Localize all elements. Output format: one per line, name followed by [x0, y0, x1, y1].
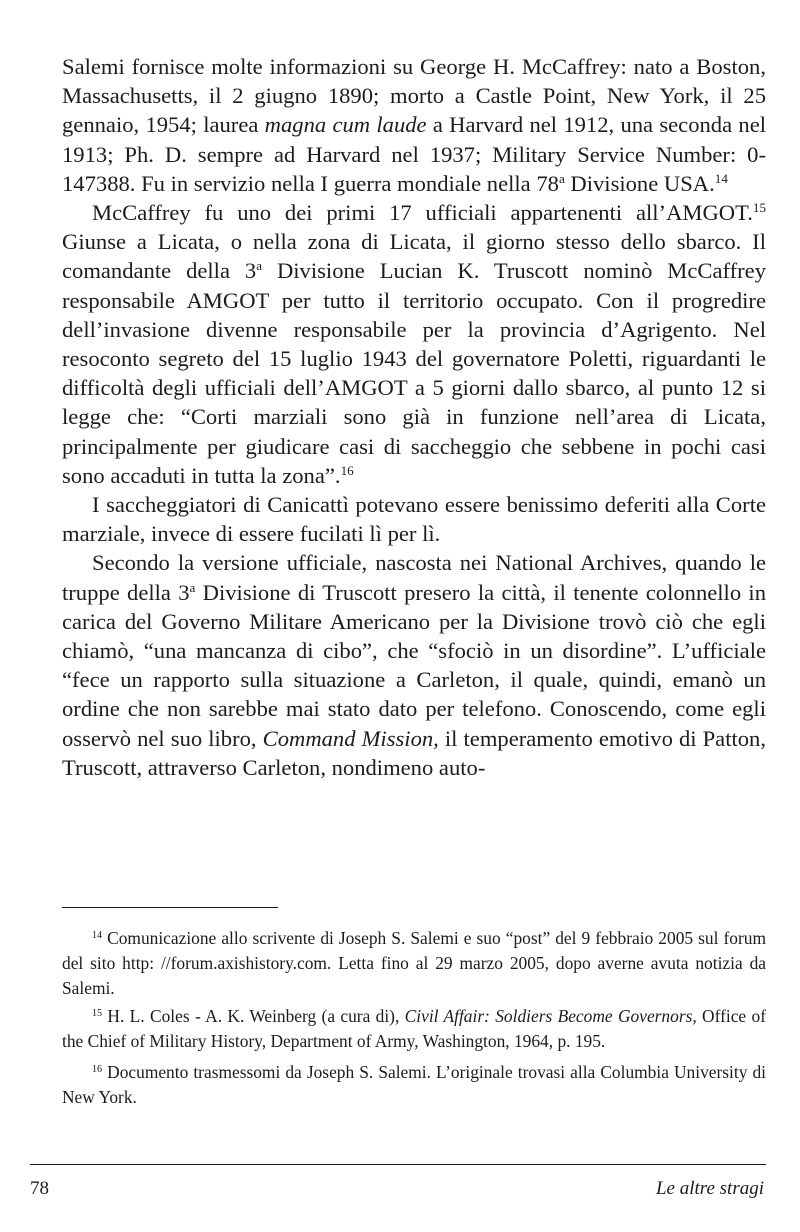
footnote-text: Office of the Chief of Military History, Department of Army, Washington, 1964, p. 195. [62, 1006, 766, 1052]
ordinal-superscript: a [558, 170, 565, 186]
footnote-14 [62, 926, 766, 1000]
paragraph-1-text-a: Salemi fornisce molte informazioni su George H. McCaffrey: nato a Boston, Massachusetts, il 2 giugno 1890; morto a Castle Point, New York, il 25 gennaio, 1954; laurea [62, 54, 766, 138]
paragraph-2-text-a: McCaffrey fu uno dei primi 17 ufficiali appartenenti all’AMGOT. [92, 200, 753, 226]
paragraph-1-italic: magna cum laude [264, 112, 427, 138]
footnote-ref-14: 14 [714, 170, 728, 186]
book-title-italic: Command Mission, [262, 725, 439, 751]
footnote-number: 15 [92, 1008, 103, 1020]
footnote-italic-title: Civil Affair: Soldiers Become Governors, [404, 1006, 697, 1027]
footnote-15 [62, 1004, 766, 1054]
footnote-separator [62, 907, 278, 908]
ordinal-superscript: a [256, 258, 263, 274]
footnotes [62, 926, 766, 1114]
paragraph-3: I saccheggiatori di Canicattì potevano essere benissimo deferiti alla Corte marziale, invece di essere fucilati lì per lì. [62, 492, 766, 547]
footer-rule [30, 1164, 766, 1165]
paragraph-4-text-a: Secondo la versione ufficiale, nascosta nei National Archives, quando le truppe della 3 [62, 550, 766, 605]
paragraph-4-text-b: Divisione di Truscott presero la città, il tenente colonnello in carica del Governo Militare Americano per la Divisione trovò ciò che egli chiamò, “una mancanza di cibo”, che “sfociò in un disordine”. L’ufficiale “fece un rapporto sulla situazione a Carleton, il quale, quindi, emanò un ordine che non sarebbe mai stato dato per telefono. Conoscendo, come egli osservò nel suo libro, [62, 579, 766, 751]
paragraph-4 [62, 548, 766, 782]
footnote-text: Comunicazione allo scrivente di Joseph S. Salemi e suo “post” del 9 febbraio 2005 sul forum del sito http: //forum.axishistory.com. Letta fino al 29 marzo 2005, dopo averne avuta notizia da Salemi. [62, 928, 766, 998]
footnote-number: 14 [92, 929, 103, 941]
footnote-text: H. L. Coles - A. K. Weinberg (a cura di), [102, 1006, 405, 1027]
paragraph-2-text-b: Giunse a Licata, o nella zona di Licata, il giorno stesso dello sbarco. Il comandante della 3 [62, 229, 766, 284]
footnote-number: 16 [92, 1063, 103, 1075]
ordinal-superscript: a [189, 579, 196, 595]
paragraph-2 [62, 198, 766, 490]
paragraph-2-text-c: Divisione Lucian K. Truscott nominò McCaffrey responsabile AMGOT per tutto il territorio occupato. Con il progredire dell’invasione divenne responsabile per la provincia d’Agrigento. Nel resoconto segreto del 15 luglio 1943 del governatore Poletti, riguardanti le difficoltà degli ufficiali dell’AMGOT a 5 giorni dallo sbarco, al punto 12 si legge che: “Corti marziali sono già in funzione nell’area di Licata, principalmente per giudicare casi di saccheggio che sebbene in pochi casi sono accaduti in tutta la zona”. [62, 258, 766, 488]
footnote-text: Documento trasmessomi da Joseph S. Salemi. L’originale trovasi alla Columbia University di New York. [62, 1061, 766, 1107]
footnote-ref-15: 15 [752, 199, 766, 215]
footnote-ref-16: 16 [340, 462, 354, 478]
running-title: Le altre stragi [655, 1178, 764, 1199]
paragraph-1-text-b: a Harvard nel 1912, una seconda nel 1913; Ph. D. sempre ad Harvard nel 1937; Military Service Number: 0-147388. Fu in servizio nella I guerra mondiale nella 78 [62, 112, 767, 196]
page-number: 78 [30, 1178, 49, 1199]
paragraph-4-text-c: il temperamento emotivo di Patton, Truscott, attraverso Carleton, nondimeno auto- [62, 725, 766, 780]
main-text [62, 52, 766, 782]
paragraph-1-text-c: Divisione USA. [564, 170, 715, 196]
paragraph-1 [62, 52, 766, 198]
footnote-16 [62, 1060, 766, 1110]
